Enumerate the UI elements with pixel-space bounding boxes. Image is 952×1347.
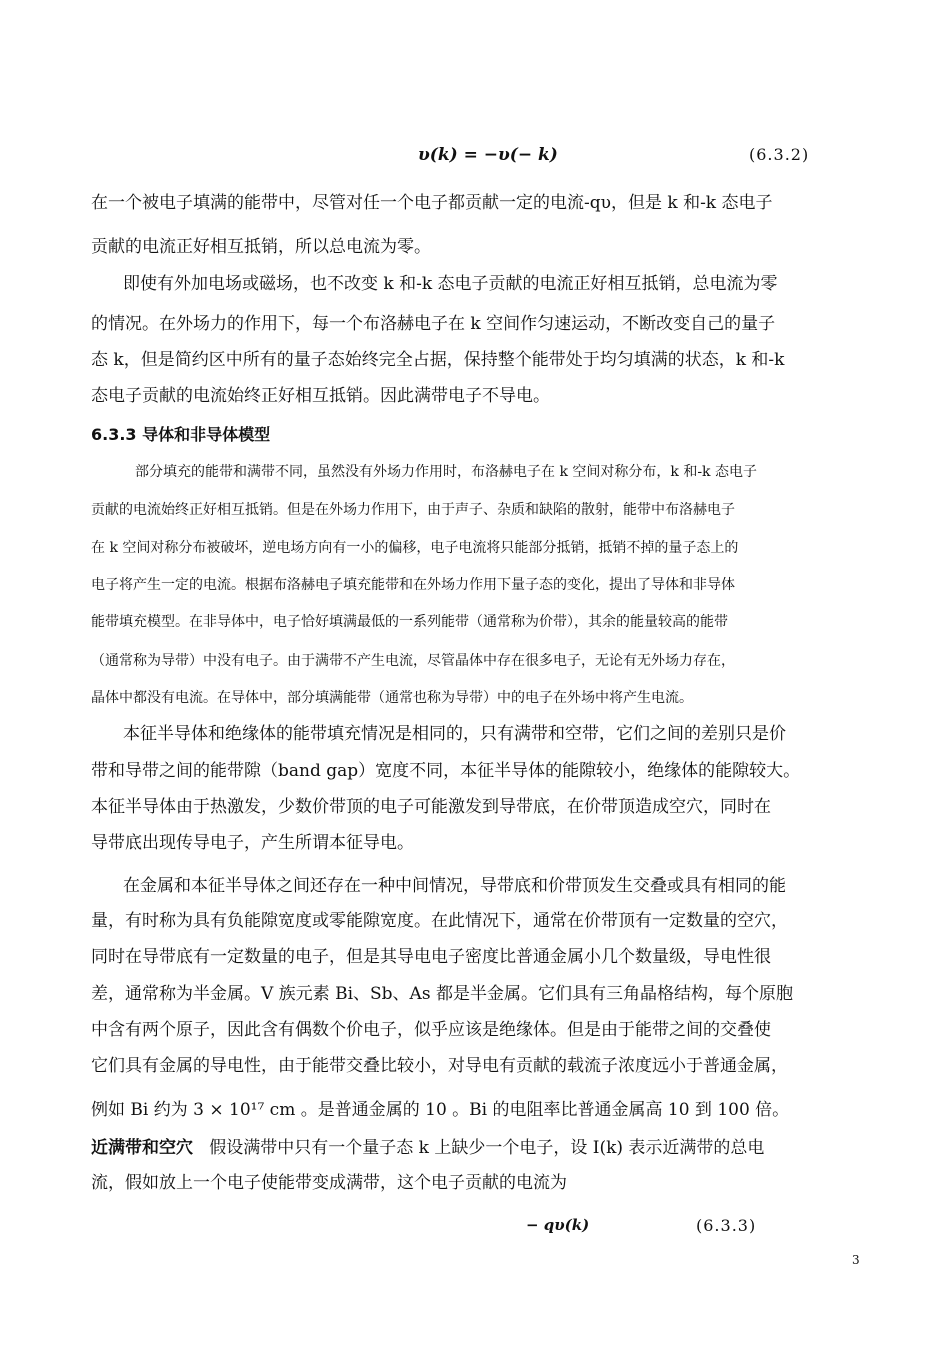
paragraph-5-line-7: 例如 Bi 约为 3 × 10¹⁷ cm 。是普通金属的 10 。Bi 的电阻率比普通金属高 10 到 100 倍。	[91, 1100, 790, 1120]
paragraph-3-line-2: 贡献的电流始终正好相互抵销。但是在外场力作用下，由于声子、杂质和缺陷的散射，能带中布洛赫电子	[91, 502, 735, 518]
run-in-heading: 近满带和空穴	[91, 1138, 193, 1158]
paragraph-2-line-2: 的情况。在外场力的作用下，每一个布洛赫电子在 k 空间作匀速运动，不断改变自己的量子	[91, 314, 776, 334]
paragraph-5-line-5: 中含有两个原子，因此含有偶数个价电子，似乎应该是绝缘体。但是由于能带之间的交叠使	[91, 1020, 771, 1040]
paragraph-6-line-1-text: 假设满带中只有一个量子态 k 上缺少一个电子，设 I(k) 表示近满带的总电	[209, 1138, 765, 1158]
paragraph-6-line-2: 流，假如放上一个电子使能带变成满带，这个电子贡献的电流为	[91, 1173, 567, 1193]
paragraph-3-line-6: （通常称为导带）中没有电子。由于满带不产生电流，尽管晶体中存在很多电子，无论有无外场力存在，	[91, 653, 735, 669]
paragraph-1-line-2: 贡献的电流正好相互抵销，所以总电流为零。	[91, 237, 431, 257]
paragraph-2-line-1: 即使有外加电场或磁场，也不改变 k 和-k 态电子贡献的电流正好相互抵销，总电流为零	[123, 274, 778, 294]
paragraph-2-line-3: 态 k，但是简约区中所有的量子态始终完全占据，保持整个能带处于均匀填满的状态，k 和-k	[91, 350, 785, 370]
paragraph-5-line-2: 量，有时称为具有负能隙宽度或零能隙宽度。在此情况下，通常在价带顶有一定数量的空穴，	[91, 911, 788, 931]
paragraph-5-line-1: 在金属和本征半导体之间还存在一种中间情况，导带底和价带顶发生交叠或具有相同的能	[123, 876, 786, 896]
paragraph-3-line-3: 在 k 空间对称分布被破坏，逆电场方向有一小的偏移，电子电流将只能部分抵销，抵销不掉的量子态上的	[91, 540, 739, 556]
paragraph-6-line-1	[91, 1138, 863, 1158]
equation-6-3-3: − qυ(k)	[526, 1216, 590, 1234]
paragraph-5-line-6: 它们具有金属的导电性，由于能带交叠比较小，对导电有贡献的载流子浓度远小于普通金属，	[91, 1056, 788, 1076]
paragraph-1-line-1: 在一个被电子填满的能带中，尽管对任一个电子都贡献一定的电流-qυ，但是 k 和-k 态电子	[91, 193, 773, 213]
paragraph-5-line-4: 差，通常称为半金属。V 族元素 Bi、Sb、As 都是半金属。它们具有三角晶格结构，每个原胞	[91, 984, 793, 1004]
paragraph-5-line-3: 同时在导带底有一定数量的电子，但是其导电电子密度比普通金属小几个数量级，导电性很	[91, 947, 771, 967]
page-number: 3	[852, 1253, 860, 1267]
paragraph-3-line-5: 能带填充模型。在非导体中，电子恰好填满最低的一系列能带（通常称为价带），其余的能量较高的能带	[91, 614, 728, 630]
paragraph-4-line-2: 带和导带之间的能带隙（band gap）宽度不同，本征半导体的能隙较小，绝缘体的能隙较大。	[91, 761, 801, 781]
paragraph-3-line-1: 部分填充的能带和满带不同，虽然没有外场力作用时，布洛赫电子在 k 空间对称分布，k 和-k 态电子	[135, 464, 757, 480]
equation-number-6-3-2: (6.3.2)	[749, 145, 810, 164]
paragraph-3-line-4: 电子将产生一定的电流。根据布洛赫电子填充能带和在外场力作用下量子态的变化，提出了导体和非导体	[91, 577, 735, 593]
equation-6-3-2: υ(k) = −υ(− k)	[418, 145, 558, 165]
paragraph-4-line-4: 导带底出现传导电子，产生所谓本征导电。	[91, 833, 414, 853]
paragraph-4-line-3: 本征半导体由于热激发，少数价带顶的电子可能激发到导带底，在价带顶造成空穴，同时在	[91, 797, 771, 817]
paragraph-3-line-7: 晶体中都没有电流。在导体中，部分填满能带（通常也称为导带）中的电子在外场中将产生电流。	[91, 690, 693, 706]
paragraph-4-line-1: 本征半导体和绝缘体的能带填充情况是相同的，只有满带和空带，它们之间的差别只是价	[123, 724, 786, 744]
section-heading: 6.3.3 导体和非导体模型	[91, 425, 271, 444]
equation-number-6-3-3: (6.3.3)	[696, 1216, 757, 1235]
paragraph-2-line-4: 态电子贡献的电流始终正好相互抵销。因此满带电子不导电。	[91, 386, 550, 406]
